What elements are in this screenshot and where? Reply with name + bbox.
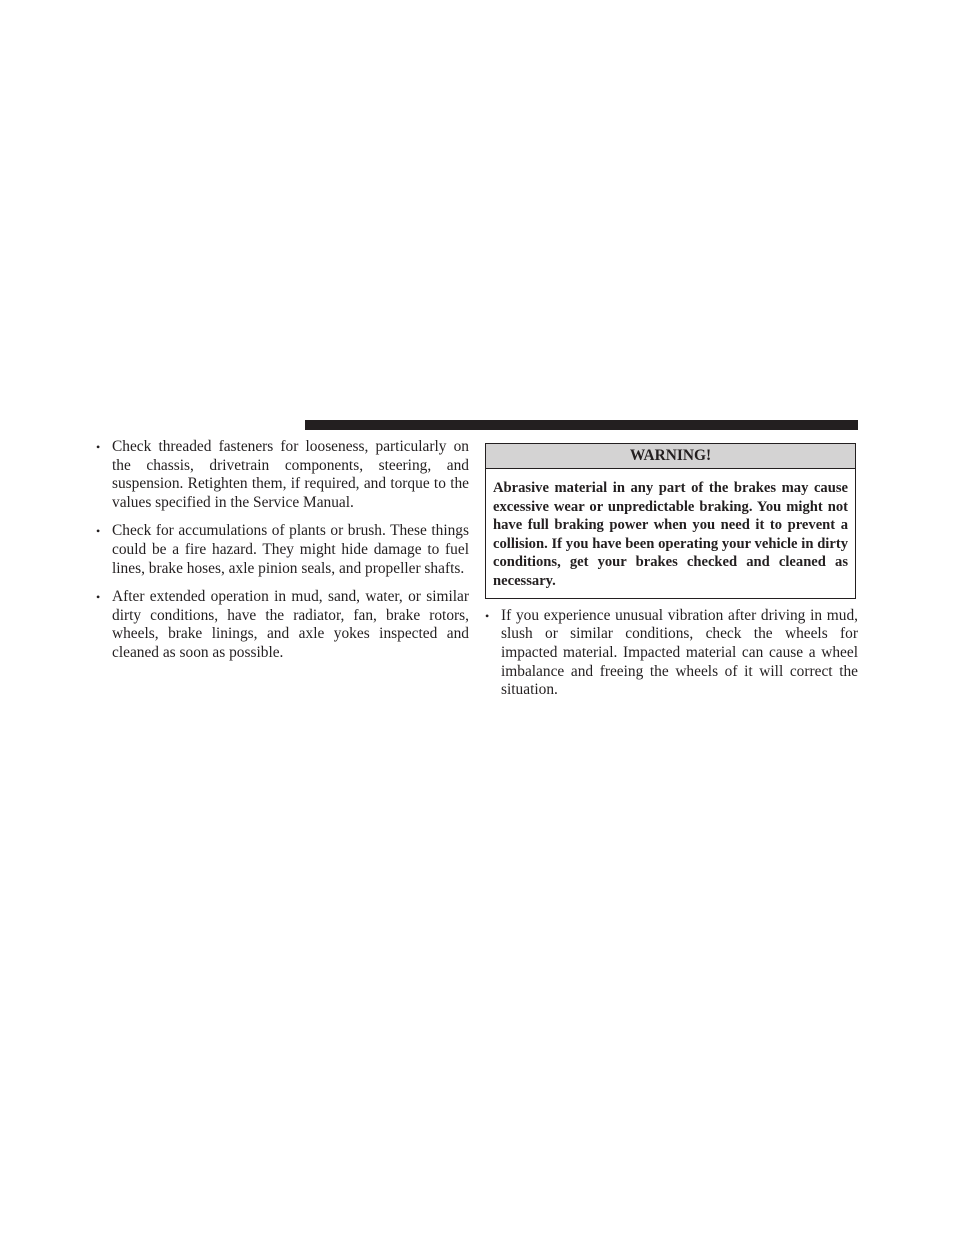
list-item <box>96 438 469 513</box>
header-rule <box>305 420 858 430</box>
bullet-icon: • <box>96 440 101 454</box>
bullet-icon: • <box>96 524 101 539</box>
bullet-icon: • <box>485 608 490 623</box>
list-item <box>96 588 469 663</box>
list-item-text: After extended operation in mud, sand, water, or similar dirty conditions, have the radiator, fan, brake rotors, wheels, brake linings, and axle yokes inspected and cleaned as soon as possible. <box>112 587 469 662</box>
list-item-text: Check for accumulations of plants or brush. These things could be a fire hazard. They might hide damage to fuel lines, brake hoses, axle pinion seals, and propeller shafts. <box>112 522 469 577</box>
list-item <box>485 607 858 701</box>
list-item-text: Check threaded fasteners for looseness, particularly on the chassis, drivetrain components, steering, and suspension. Retighten them, if required, and torque to the values specified in the Service Manual. <box>112 438 469 512</box>
warning-title: WARNING! <box>486 444 855 469</box>
right-column <box>485 443 858 710</box>
warning-text: Abrasive material in any part of the brakes may cause excessive wear or unpredictable braking. You might not have full braking power when you need it to prevent a collision. If you have been operating your vehicle in dirty conditions, get your brakes checked and cleaned as necessary. <box>493 480 848 589</box>
left-column <box>96 438 469 672</box>
list-item <box>96 522 469 578</box>
warning-box <box>485 443 856 599</box>
list-item-text: If you experience unusual vibration after driving in mud, slush or similar conditions, check the wheels for impacted material. Impacted material can cause a wheel imbalance and freeing the wheels of it will correct the situation. <box>501 606 858 699</box>
bullet-icon: • <box>96 589 101 604</box>
